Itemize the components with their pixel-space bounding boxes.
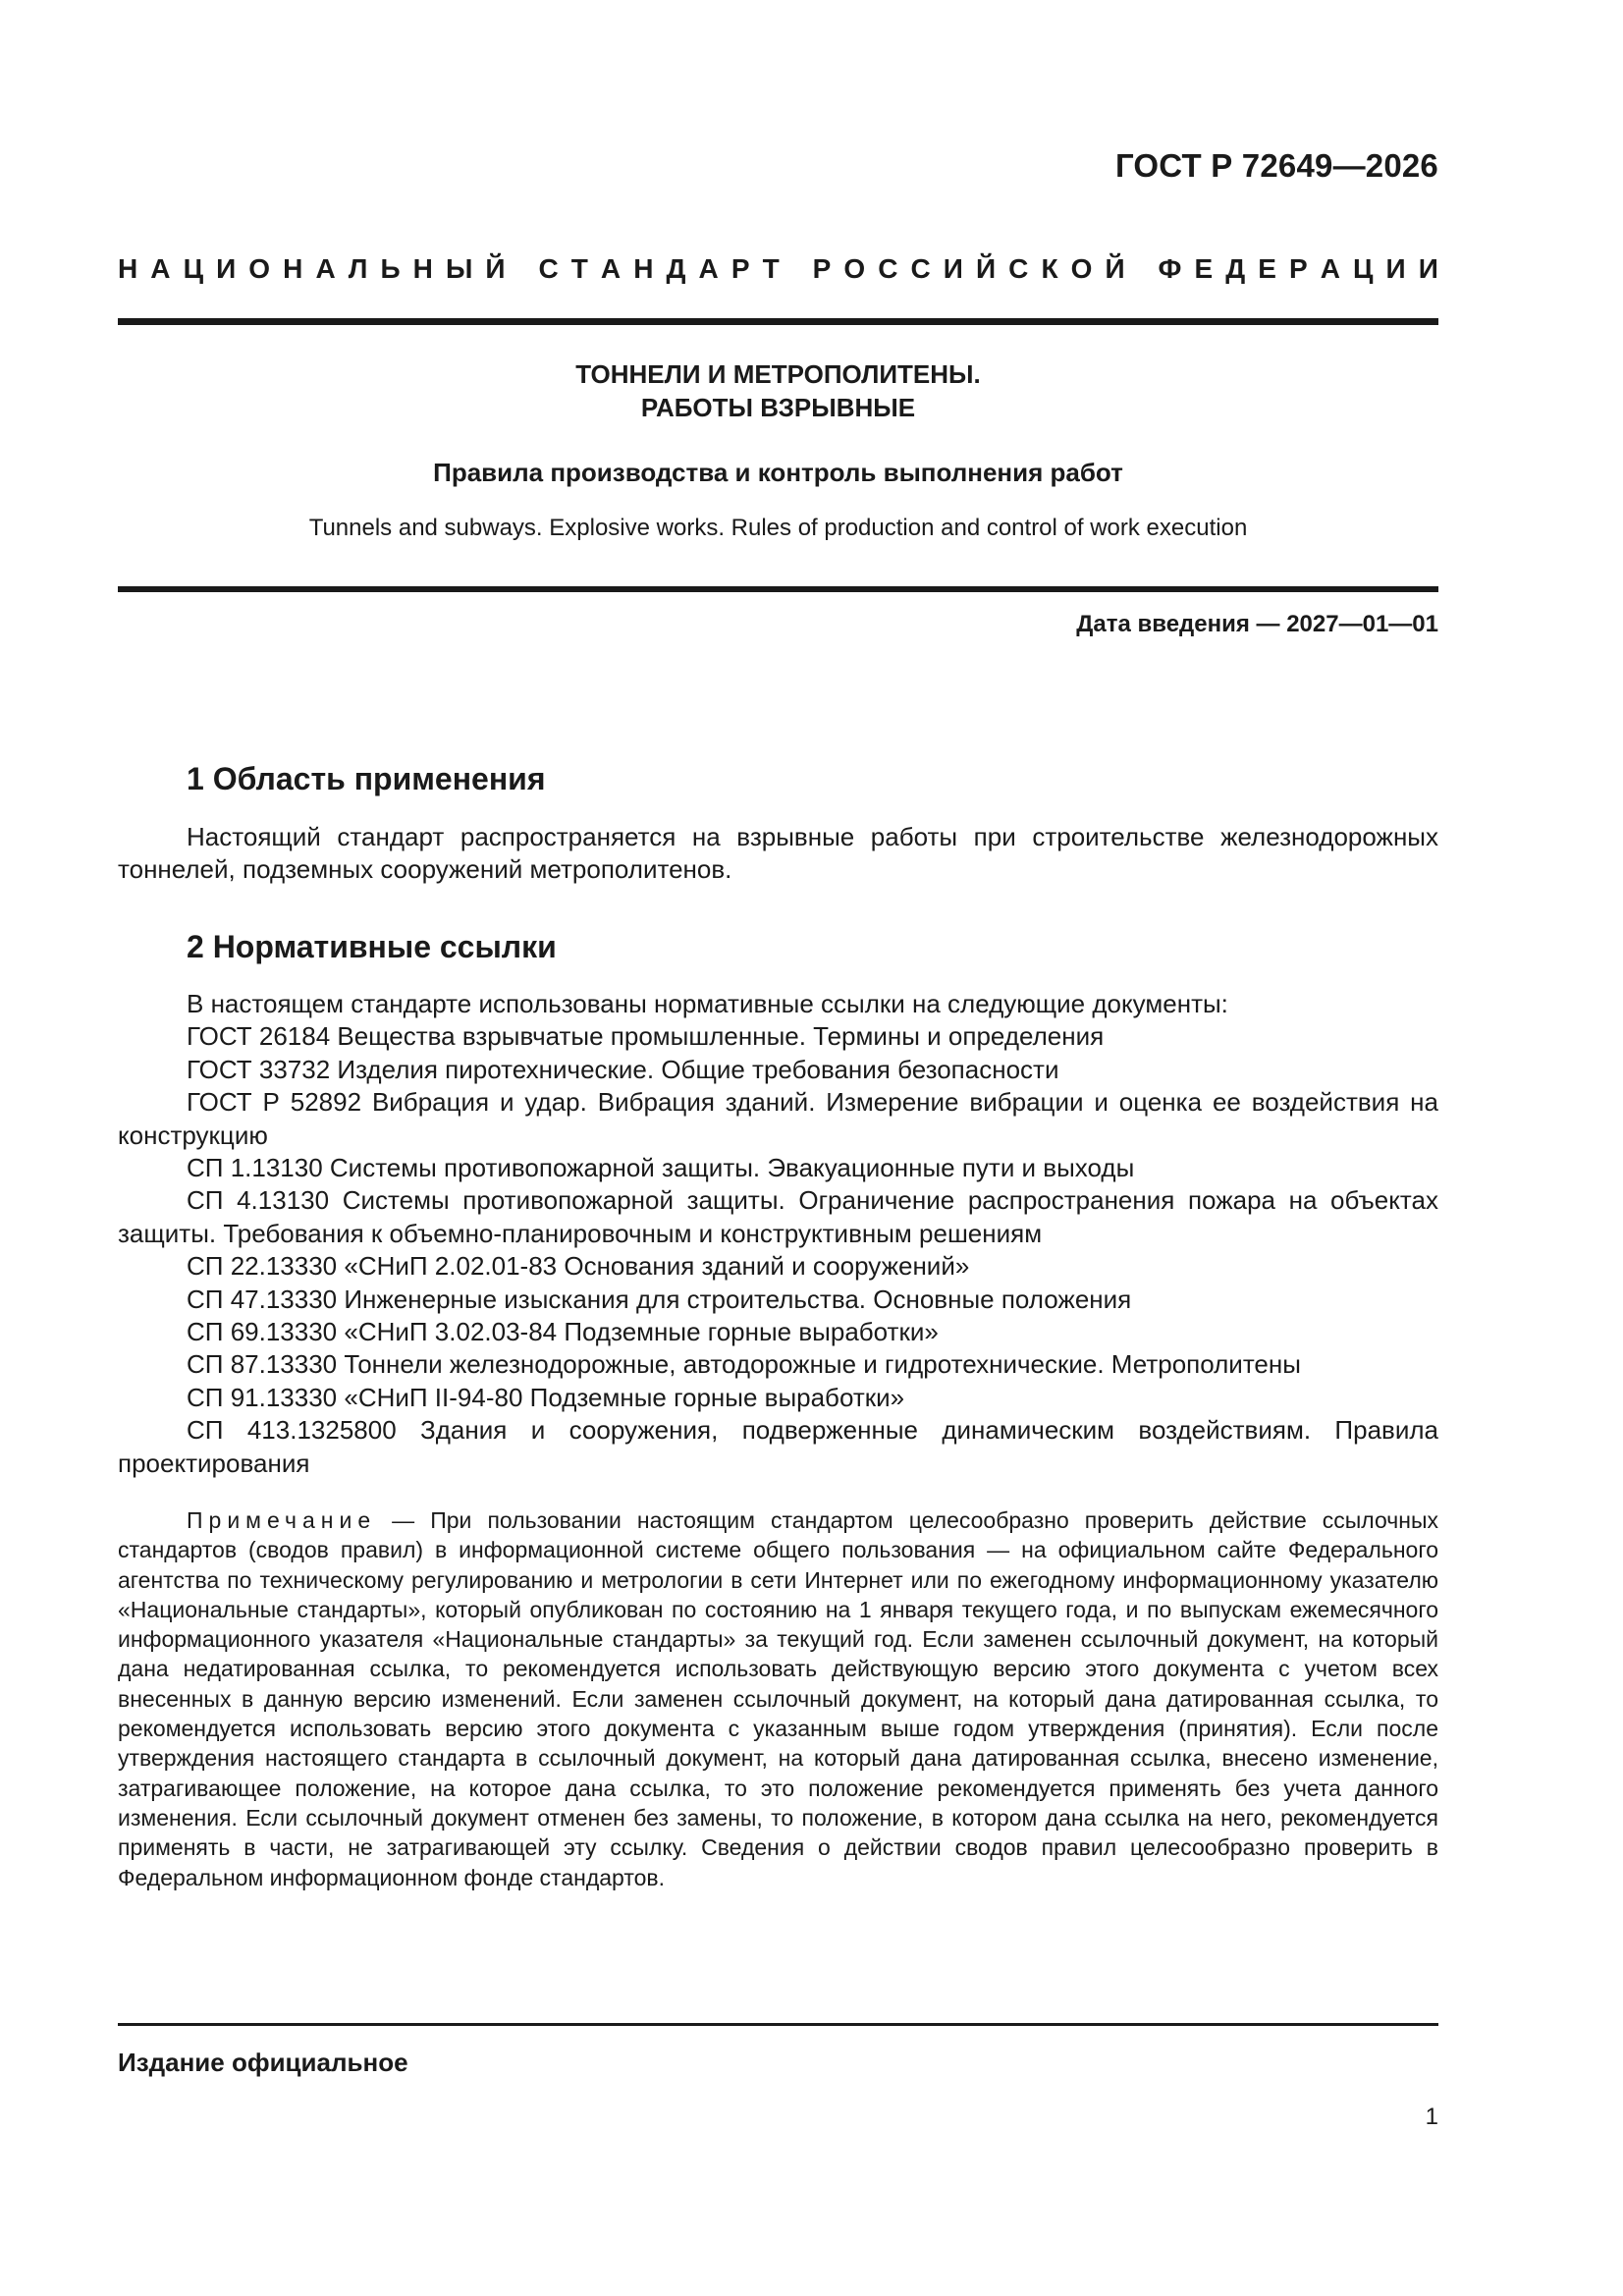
header-letter: Н (118, 253, 138, 284)
header-letter: Т (762, 253, 780, 284)
normative-references (118, 988, 1438, 1480)
header-letter: Е (1194, 253, 1214, 284)
header-letter: Е (1258, 253, 1276, 284)
header-letter: А (1320, 253, 1340, 284)
header-letter: С (910, 253, 931, 284)
header-letter (792, 253, 800, 285)
reference-item: СП 4.13130 Системы противопожарной защиты. Ограничение распространения пожара на объектах защиты. Требования к объемно-планировочным и конструктивным решениям (118, 1185, 1438, 1248)
title-line-1: ТОННЕЛИ И МЕТРОПОЛИТЕНЫ. (575, 359, 981, 389)
reference-item: СП 413.1325800 Здания и сооружения, подверженные динамическим воздействиям. Правила проектирования (118, 1415, 1438, 1478)
reference-item: СП 47.13330 Инженерные изыскания для строительства. Основные положения (187, 1284, 1132, 1314)
header-letter: Н (633, 253, 654, 284)
header-letter: И (1418, 253, 1438, 284)
section-1-heading: 1 Область применения (187, 761, 546, 796)
page-number: 1 (1425, 2104, 1438, 2130)
header-letter: Ц (183, 253, 204, 284)
header-letter: А (150, 253, 171, 284)
header-letter: Н (412, 253, 433, 284)
title-block (118, 357, 1438, 544)
header-letter: Н (283, 253, 303, 284)
header-letter: Л (348, 253, 368, 284)
national-standard-header (118, 253, 1438, 285)
header-letter: Й (1105, 253, 1125, 284)
reference-item: ГОСТ 26184 Вещества взрывчатые промышленные. Термины и определения (187, 1021, 1105, 1052)
official-edition-label: Издание официальное (118, 2048, 408, 2077)
header-letter: О (248, 253, 271, 284)
introduction-date: Дата введения — 2027—01—01 (1076, 611, 1438, 637)
header-letter: И (1385, 253, 1406, 284)
section-2-heading: 2 Нормативные ссылки (187, 929, 557, 964)
header-letter (1138, 253, 1146, 285)
header-letter: Ф (1158, 253, 1182, 284)
note-label: Примечание (187, 1507, 377, 1533)
reference-item: СП 22.13330 «СНиП 2.02.01-83 Основания зданий и сооружений» (187, 1251, 970, 1282)
header-letter: О (843, 253, 866, 284)
header-letter: Т (570, 253, 588, 284)
footer-divider (118, 2023, 1438, 2026)
header-letter: Ы (445, 253, 473, 284)
note-text: — При пользовании настоящим стандартом целесообразно проверить действие ссылочных стандартов (сводов правил) в информационной системе общего пользования — на официальном сайте Федерального агентства по техническому регулированию и метрологии в сети Интернет или по ежегодному информационному указателю «Национальные стандарты», который опубликован по состоянию на 1 января текущего года, и по выпускам ежемесячного информационного указателя «Национальные стандарты» за текущий год. Если заменен ссылочный документ, на который дана недатированная ссылка, то рекомендуется использовать действующую версию этого документа с учетом всех внесенных в данную версию изменений. Если заменен ссылочный документ, на который дана датированная ссылка, то рекомендуется использовать версию этого документа с указанным выше годом утверждения (принятия). Если после утверждения настоящего стандарта в ссылочный документ, на который дана датированная ссылка, внесено изменение, затрагивающее положение, на которое дана ссылка, то это положение рекомендуется применять без учета данного изменения. Если ссылочный документ отменен без замены, то положение, в котором дана ссылка на него, рекомендуется применять в части, не затрагивающей эту ссылку. Сведения о действии сводов правил целесообразно проверить в Федеральном информационном фонде стандартов. (118, 1507, 1438, 1890)
header-letter: И (943, 253, 963, 284)
header-letter (518, 253, 526, 285)
header-letter: Р (1288, 253, 1308, 284)
header-letter: Ц (1353, 253, 1374, 284)
english-title: Tunnels and subways. Explosive works. Rules of production and control of work execution (308, 515, 1248, 541)
document-subtitle: Правила производства и контроль выполнения работ (433, 458, 1123, 487)
header-letter: А (698, 253, 719, 284)
header-letter: С (1008, 253, 1029, 284)
header-letter: О (1070, 253, 1093, 284)
header-divider (118, 318, 1438, 325)
header-letter: К (1041, 253, 1058, 284)
document-page (118, 0, 1438, 2296)
reference-item: СП 91.13330 «СНиП II-94-80 Подземные горные выработки» (187, 1382, 905, 1412)
references-note (118, 1505, 1438, 1892)
document-number: ГОСТ Р 72649—2026 (1114, 147, 1438, 184)
header-letter: Й (485, 253, 506, 284)
header-letter: Й (975, 253, 997, 284)
header-letter: Р (812, 253, 832, 284)
references-intro: В настоящем стандарте использованы нормативные ссылки на следующие документы: (187, 989, 1228, 1018)
title-divider (118, 586, 1438, 592)
reference-item: СП 87.13330 Тоннели железнодорожные, автодорожные и гидротехнические. Метрополитены (187, 1349, 1301, 1380)
header-letter: Д (1225, 253, 1246, 284)
reference-item: СП 1.13130 Системы противопожарной защиты. Эвакуационные пути и выходы (187, 1153, 1135, 1183)
header-letter: А (600, 253, 622, 284)
header-letter: С (878, 253, 898, 284)
header-letter: Ь (380, 253, 401, 284)
header-letter: С (538, 253, 559, 284)
header-letter: Д (666, 253, 686, 284)
reference-item: СП 69.13330 «СНиП 3.02.03-84 Подземные горные выработки» (187, 1317, 939, 1347)
section-1-text: Настоящий стандарт распространяется на взрывные работы при строительстве железнодорожных тоннелей, подземных сооружений метрополитенов. (118, 822, 1438, 884)
reference-item: ГОСТ 33732 Изделия пиротехнические. Общие требования безопасности (187, 1054, 1059, 1084)
title-line-2: РАБОТЫ ВЗРЫВНЫЕ (640, 393, 916, 422)
reference-item: ГОСТ Р 52892 Вибрация и удар. Вибрация зданий. Измерение вибрации и оценка ее воздействия на конструкцию (118, 1087, 1438, 1150)
header-letter: А (315, 253, 336, 284)
header-letter: Р (730, 253, 750, 284)
header-letter: И (216, 253, 237, 284)
